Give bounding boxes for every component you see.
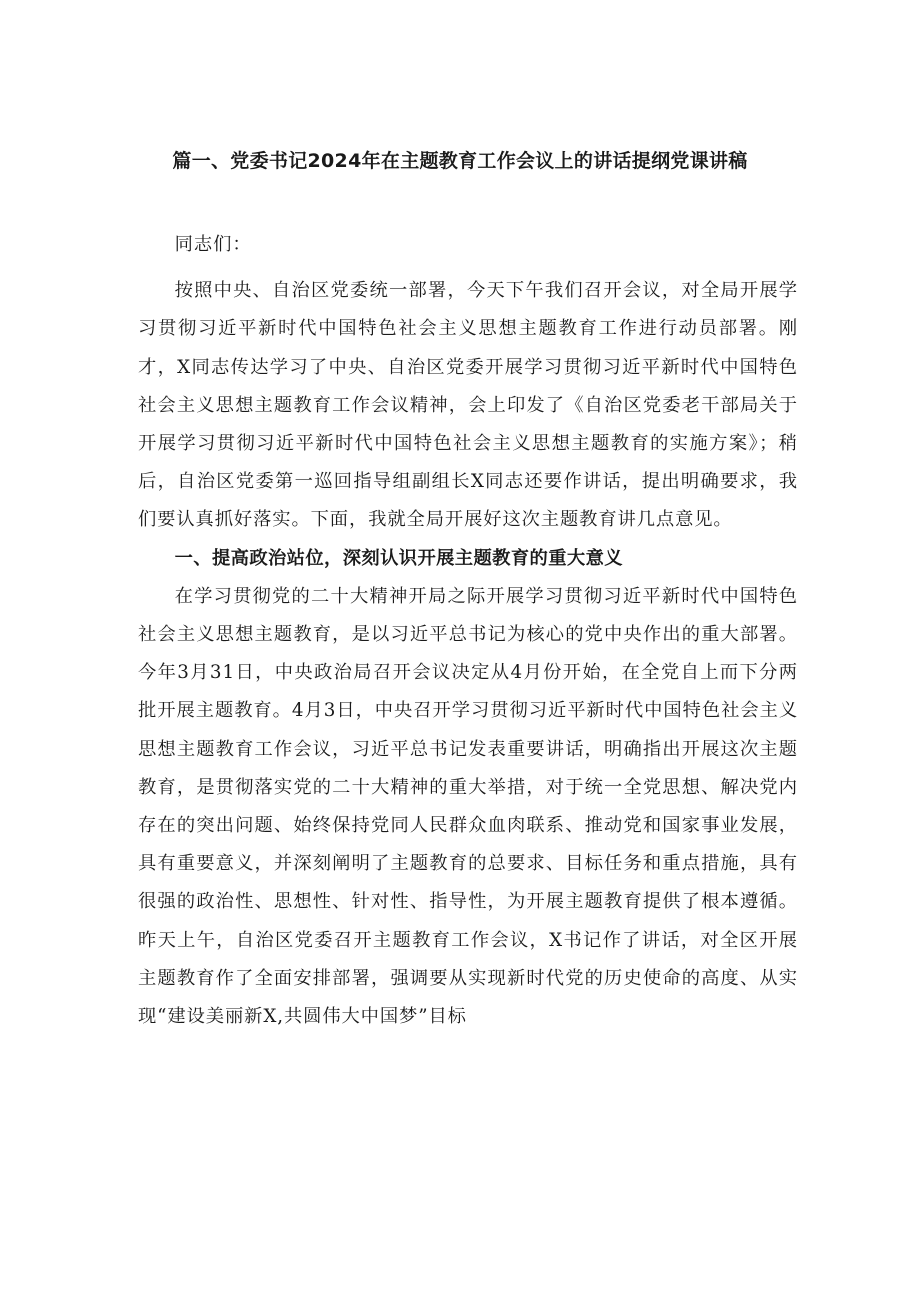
document-title: 篇一、党委书记2024年在主题教育工作会议上的讲话提纲党课讲稿 bbox=[172, 150, 748, 172]
paragraph: 在学习贯彻党的二十大精神开局之际开展学习贯彻习近平新时代中国特色社会主义思想主题教育，是以习近平总书记为核心的党中央作出的重大部署。今年3月31日，中央政治局召开会议决定从4月份开始，在全党自上而下分两批开展主题教育。4月3日，中央召开学习贯彻习近平新时代中国特色社会主义思想主题教育工作会议，习近平总书记发表重要讲话，明确指出开展这次主题教育，是贯彻落实党的二十大精神的重大举措，对于统一全党思想、解决党内存在的突出问题、始终保持党同人民群众血肉联系、推动党和国家事业发展，具有重要意义，并深刻阐明了主题教育的总要求、目标任务和重点措施，具有很强的政治性、思想性、针对性、指导性，为开展主题教育提供了根本遵循。昨天上午，自治区党委召开主题教育工作会议，X书记作了讲话，对全区开展主题教育作了全面安排部署，强调要从实现新时代党的历史使命的高度、从实现“建设美丽新X,共圆伟大中国梦”目标 bbox=[138, 585, 798, 1028]
salutation: 同志们： bbox=[174, 234, 252, 255]
paragraph: 按照中央、自治区党委统一部署，今天下午我们召开会议，对全局开展学习贯彻习近平新时代中国特色社会主义思想主题教育工作进行动员部署。刚才，X同志传达学习了中央、自治区党委开展学习贯彻习近平新时代中国特色社会主义思想主题教育工作会议精神，会上印发了《自治区党委老干部局关于开展学习贯彻习近平新时代中国特色社会主义思想主题教育的实施方案》；稍后，自治区党委第一巡回指导组副组长X同志还要作讲话，提出明确要求，我们要认真抓好落实。下面，我就全局开展好这次主题教育讲几点意见。 bbox=[138, 280, 798, 531]
section-heading: 一、提高政治站位，深刻认识开展主题教育的重大意义 bbox=[174, 547, 623, 569]
document-body bbox=[138, 226, 798, 1036]
